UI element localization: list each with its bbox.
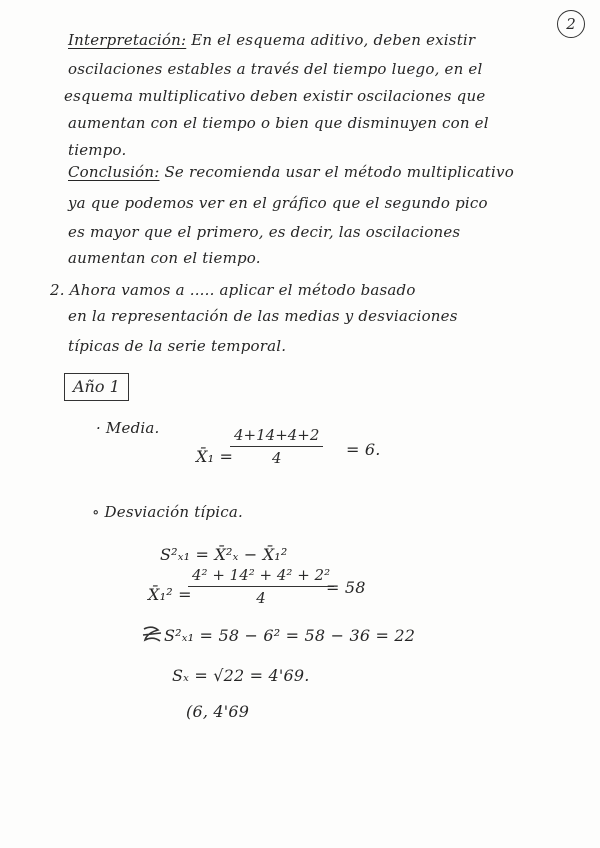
desviacion-line-4: Sₓ = √22 = 4'69.: [172, 666, 310, 685]
desviacion-line-1: S²ₓ₁ = X̄²ₓ − X̄₁²: [160, 545, 288, 564]
desviacion-numerator: 4² + 14² + 4² + 2²: [192, 566, 331, 584]
section2-line-2: en la representación de las medias y desviaciones: [68, 307, 458, 325]
interpretacion-line-2: oscilaciones estables a través del tiempo luego, en el: [68, 60, 483, 78]
desviacion-fraction-bar: [188, 586, 334, 587]
conclusion-line-2: ya que podemos ver en el gráfico que el segundo pico: [68, 194, 488, 212]
interpretacion-line-4: aumentan con el tiempo o bien que disminuyen con el: [68, 114, 489, 132]
media-label: · Media.: [96, 419, 160, 437]
interpretacion-line-1: [68, 30, 475, 50]
crossed-out-scribble: [141, 624, 163, 646]
desviacion-line-2-result: = 58: [326, 578, 366, 597]
conclusion-line-1: [68, 162, 514, 182]
media-result: = 6.: [346, 440, 381, 459]
conclusion-label: Conclusión:: [68, 163, 160, 181]
media-fraction: [230, 426, 323, 467]
conclusion-line-3: es mayor que el primero, es decir, las oscilaciones: [68, 223, 461, 241]
desviacion-fraction: [188, 566, 334, 607]
section2-line-3: típicas de la serie temporal.: [68, 337, 287, 355]
page-number: 2: [557, 10, 585, 38]
desviacion-denominator: 4: [256, 589, 266, 607]
interpretacion-line-3: esquema multiplicativo deben existir oscilaciones que: [64, 87, 486, 105]
interpretacion-label: Interpretación:: [68, 31, 187, 49]
conclusion-line-4: aumentan con el tiempo.: [68, 249, 261, 267]
media-fraction-bar: [230, 446, 323, 447]
year-box: Año 1: [64, 373, 129, 401]
media-lhs: X̄₁ =: [196, 447, 234, 466]
media-numerator: 4+14+4+2: [234, 426, 320, 444]
interpretacion-text-1: En el esquema aditivo, deben existir: [191, 31, 476, 49]
conclusion-text-1: Se recomienda usar el método multiplicativo: [164, 163, 514, 181]
desviacion-line-3: S²ₓ₁ = 58 − 6² = 58 − 36 = 22: [164, 626, 416, 645]
desviacion-line-5: (6, 4'69: [186, 702, 250, 721]
media-denominator: 4: [271, 449, 282, 467]
desviacion-label: ∘ Desviación típica.: [92, 503, 243, 521]
section2-line-1: 2. Ahora vamos a ..... aplicar el método basado: [50, 281, 416, 299]
desviacion-line-2-lhs: X̄₁² =: [148, 585, 192, 604]
interpretacion-line-5: tiempo.: [68, 141, 127, 159]
